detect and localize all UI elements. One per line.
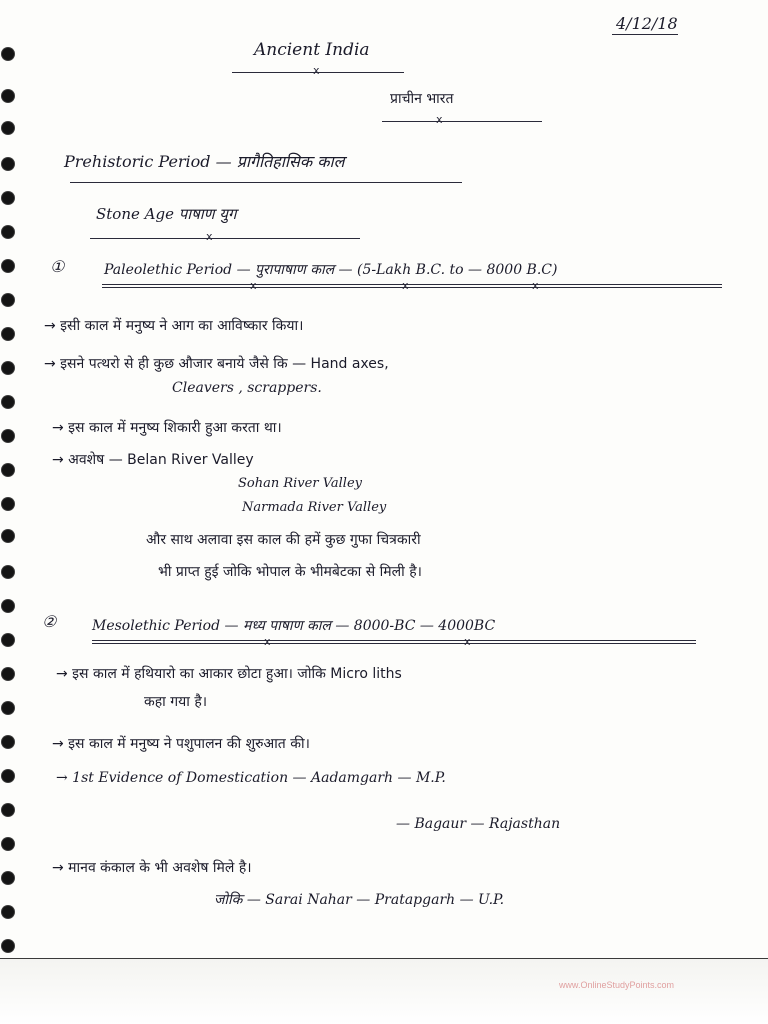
list-item: Cleavers , scrappers.: [172, 380, 322, 396]
section-heading: Prehistoric Period — प्रागैतिहासिक काल: [64, 152, 345, 171]
list-item: भी प्राप्त हुई जोकि भोपाल के भीमबेटका से मिली है।: [158, 564, 422, 580]
list-item: Narmada River Valley: [242, 500, 387, 515]
binder-hole-icon: [2, 566, 14, 578]
binder-hole-icon: [2, 498, 14, 510]
binder-hole-icon: [2, 668, 14, 680]
list-item: Sohan River Valley: [238, 476, 362, 491]
binder-hole-icon: [2, 736, 14, 748]
binder-hole-icon: [2, 838, 14, 850]
list-item: → इस काल में मनुष्य शिकारी हुआ करता था।: [52, 420, 282, 436]
section-number: ①: [50, 257, 65, 276]
binder-hole-icon: [2, 702, 14, 714]
underline-cross-icon: x: [250, 279, 257, 292]
underline-cross-icon: x: [264, 635, 271, 648]
binder-hole-icon: [2, 260, 14, 272]
binder-hole-icon: [2, 48, 14, 60]
binder-hole-icon: [2, 634, 14, 646]
list-item: और साथ अलावा इस काल की हमें कुछ गुफा चित्रकारी: [146, 532, 421, 548]
binder-hole-icon: [2, 226, 14, 238]
binder-hole-icon: [2, 940, 14, 952]
section-number: ②: [42, 612, 57, 631]
date: 4/12/18: [616, 14, 678, 33]
underline-cross-icon: x: [436, 113, 443, 126]
paleolithic-heading: Paleolethic Period — पुरापाषाण काल — (5-Lakh B.C. to — 8000 B.C): [104, 262, 558, 278]
underline-cross-icon: x: [206, 230, 213, 243]
list-item: → इसने पत्थरो से ही कुछ औजार बनाये जैसे कि — Hand axes,: [44, 356, 389, 372]
binder-hole-icon: [2, 158, 14, 170]
binder-hole-icon: [2, 804, 14, 816]
binder-hole-icon: [2, 122, 14, 134]
page-title: Ancient India: [254, 40, 370, 60]
date-underline: [612, 34, 678, 35]
underline-cross-icon: x: [532, 279, 539, 292]
list-item: जोकि — Sarai Nahar — Pratapgarh — U.P.: [214, 892, 505, 908]
page-title-hindi: प्राचीन भारत: [390, 91, 454, 107]
binder-hole-icon: [2, 396, 14, 408]
list-item: → मानव कंकाल के भी अवशेष मिले है।: [52, 860, 252, 876]
binder-hole-icon: [2, 192, 14, 204]
subheading: Stone Age पाषाण युग: [96, 205, 237, 223]
binder-hole-icon: [2, 906, 14, 918]
binder-hole-icon: [2, 600, 14, 612]
binder-hole-icon: [2, 770, 14, 782]
binder-hole-icon: [2, 90, 14, 102]
mesolithic-heading: Mesolethic Period — मध्य पाषाण काल — 8000-BC — 4000BC: [92, 618, 496, 634]
binder-hole-icon: [2, 530, 14, 542]
binder-hole-icon: [2, 362, 14, 374]
section-underline: [70, 182, 462, 183]
hindi-title-underline: [382, 121, 542, 122]
list-item: → इस काल में हथियारो का आकार छोटा हुआ। जोकि Micro liths: [56, 666, 402, 682]
binder-hole-icon: [2, 464, 14, 476]
binder-hole-icon: [2, 328, 14, 340]
list-item: कहा गया है।: [144, 694, 208, 710]
paleolithic-underline: [102, 284, 722, 288]
list-item: → इस काल में मनुष्य ने पशुपालन की शुरुआत की।: [52, 736, 310, 752]
list-item: → अवशेष — Belan River Valley: [52, 452, 254, 468]
binder-hole-icon: [2, 872, 14, 884]
list-item: — Bagaur — Rajasthan: [396, 816, 561, 832]
list-item: → इसी काल में मनुष्य ने आग का आविष्कार किया।: [44, 318, 304, 334]
watermark: www.OnlineStudyPoints.com: [558, 980, 674, 990]
underline-cross-icon: x: [313, 64, 320, 77]
underline-cross-icon: x: [402, 279, 409, 292]
list-item: → 1st Evidence of Domestication — Aadamgarh — M.P.: [56, 770, 446, 786]
page-bottom-edge: [0, 958, 768, 1024]
binder-hole-icon: [2, 430, 14, 442]
subheading-underline: [90, 238, 360, 239]
binder-hole-icon: [2, 294, 14, 306]
underline-cross-icon: x: [464, 635, 471, 648]
mesolithic-underline: [92, 640, 696, 644]
